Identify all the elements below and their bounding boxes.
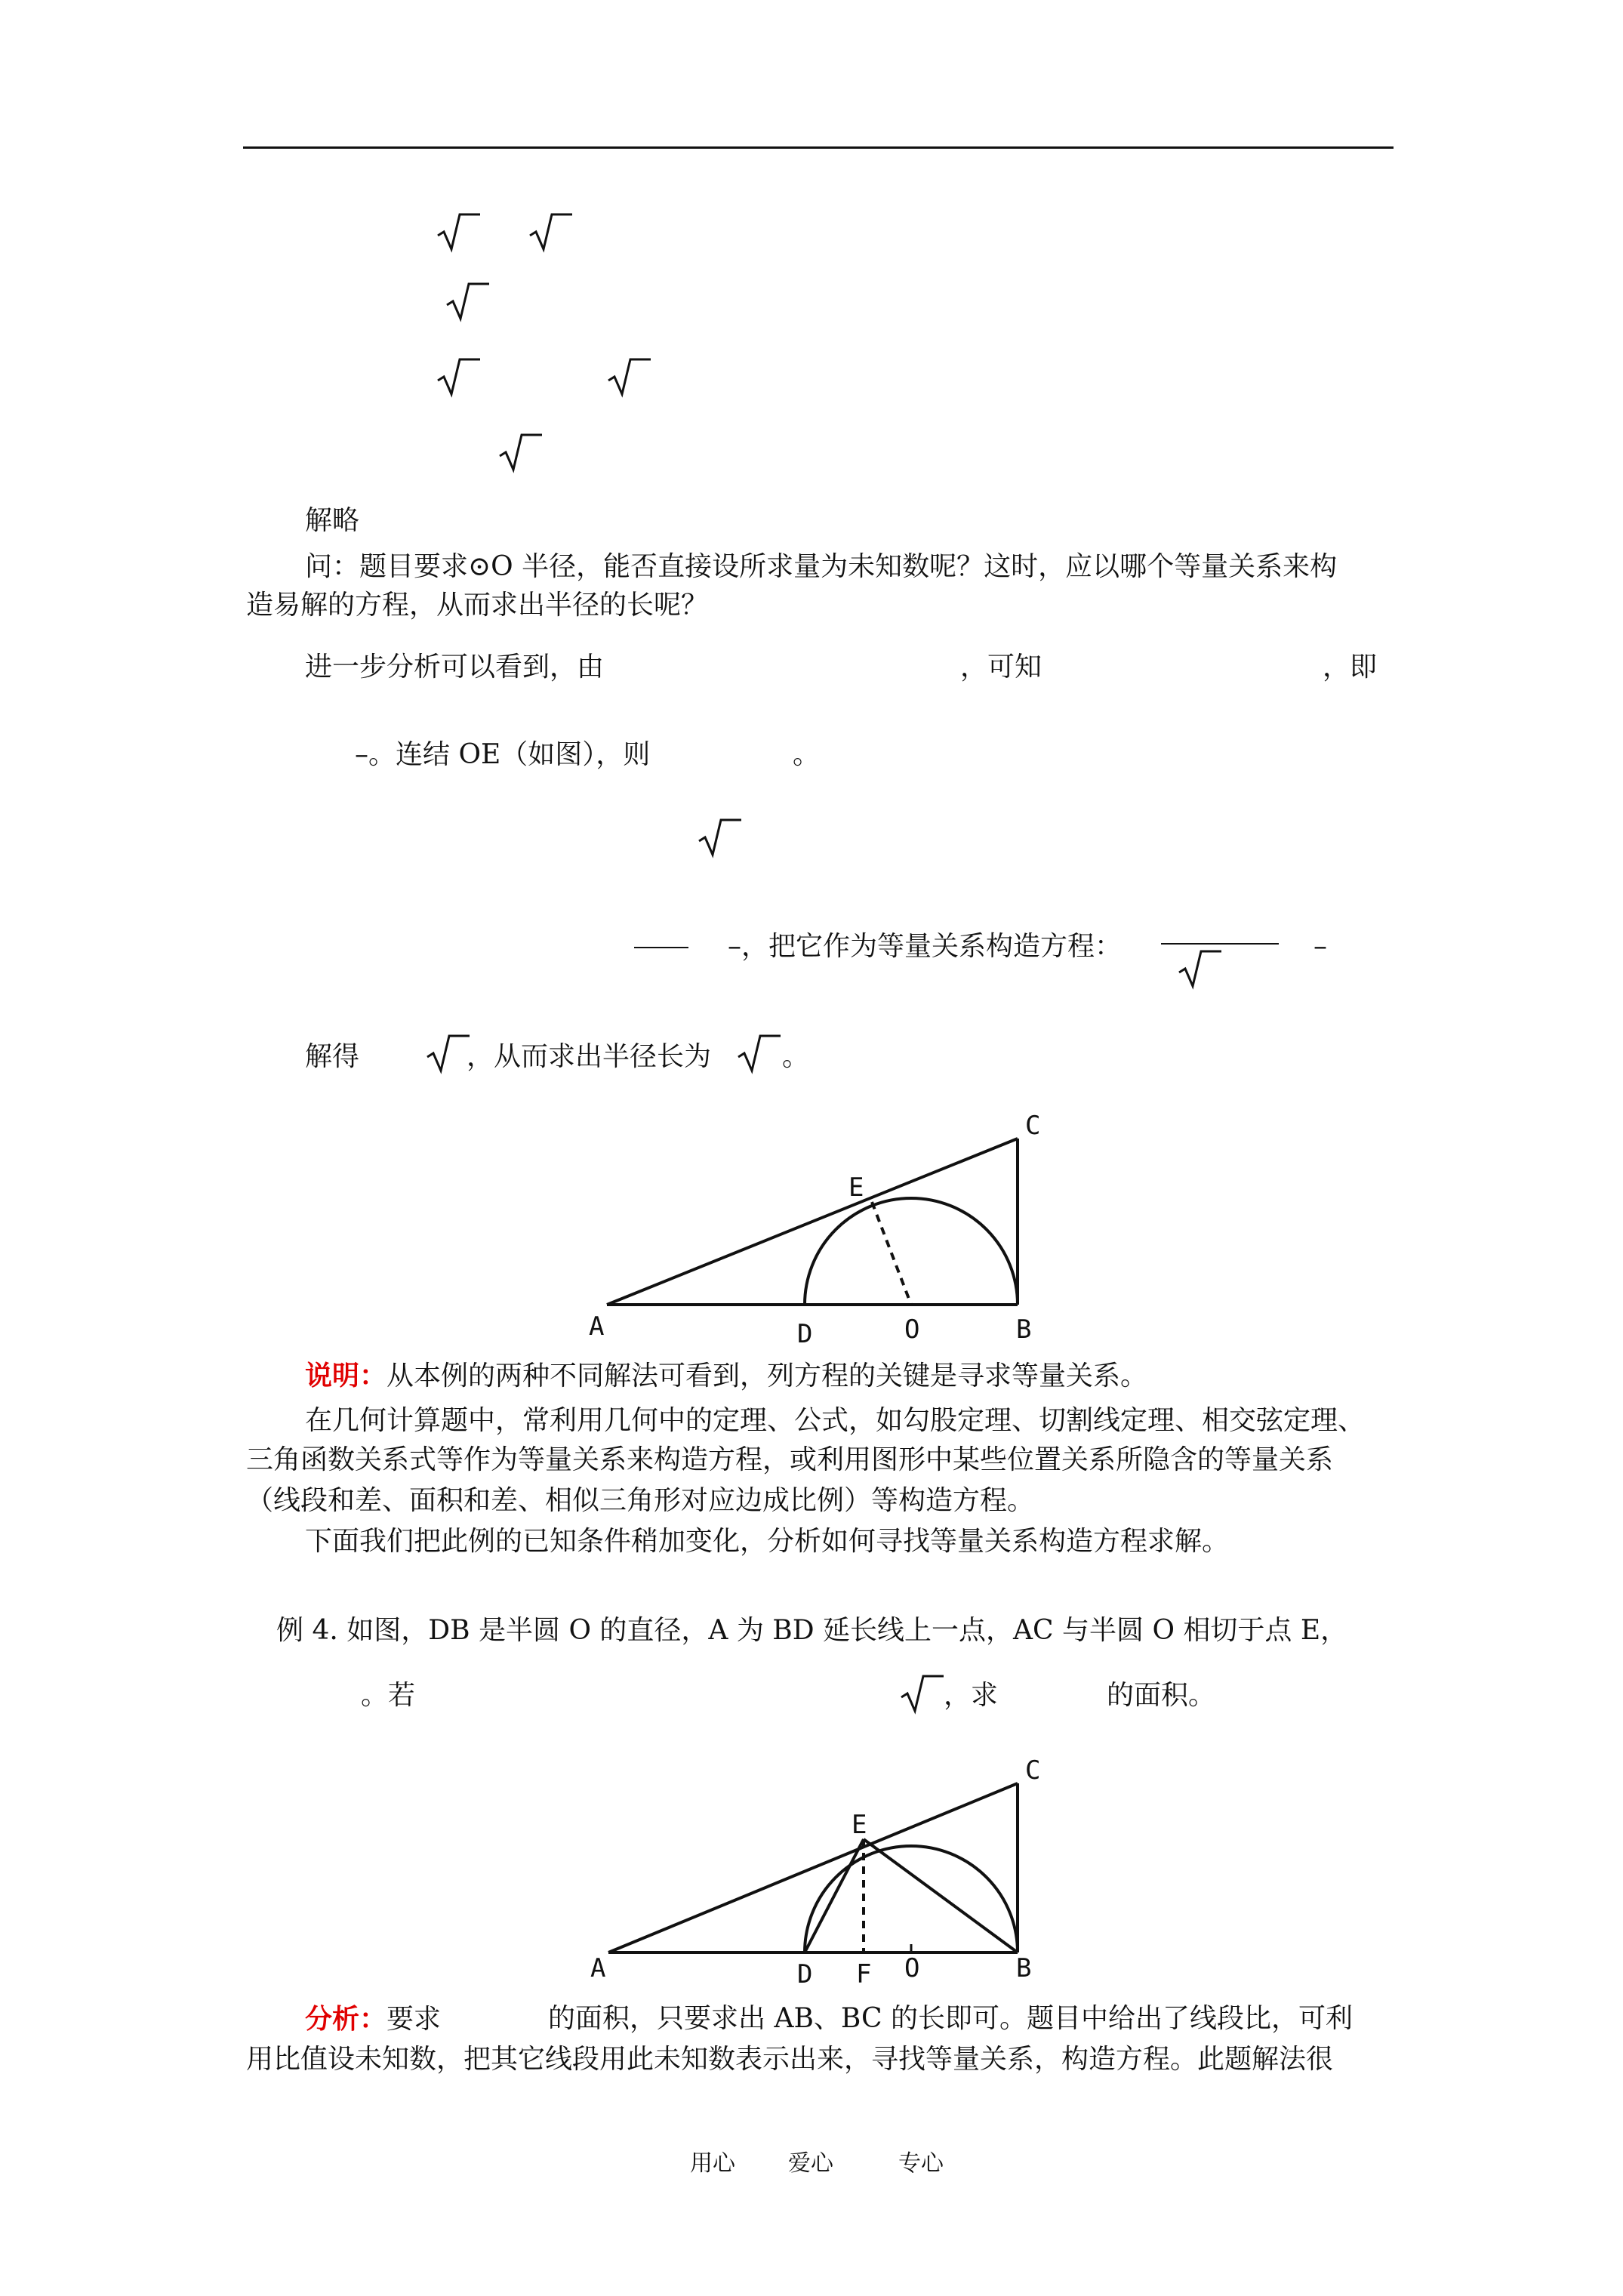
text-line: 用比值设未知数，把其它线段用此未知数表示出来，寻找等量关系，构造方程。此题解法很: [246, 2044, 1334, 2075]
text-line: –，把它作为等量关系构造方程：: [728, 931, 1123, 962]
fraction-bar: [634, 947, 688, 948]
analysis-label: 分析：: [305, 2003, 387, 2035]
label-d: D: [797, 1319, 813, 1349]
footer-word: 爱心: [788, 2150, 833, 2177]
analysis-line: [305, 2002, 441, 2036]
text-line: 。: [782, 1041, 810, 1072]
footer-word: 用心: [690, 2150, 735, 2177]
sqrt-sign: [528, 210, 574, 255]
label-c: C: [1025, 1111, 1041, 1141]
footer-word: 专心: [898, 2150, 944, 2177]
text-line: 三角函数关系式等作为等量关系来构造方程，或利用图形中某些位置关系所隐含的等量关系: [246, 1444, 1334, 1475]
label-f: F: [856, 1959, 872, 1986]
segment-ed: [805, 1839, 864, 1952]
text-line: 问：题目要求⊙O 半径，能否直接设所求量为未知数呢？这时，应以哪个等量关系来构: [305, 551, 1338, 582]
text-line: （线段和差、面积和差、相似三角形对应边成比例）等构造方程。: [246, 1485, 1035, 1516]
analysis-text: 要求: [387, 2004, 442, 2035]
segment-oe-dashed: [872, 1202, 911, 1305]
fraction-bar: [1161, 943, 1279, 945]
sqrt-sign: [498, 430, 544, 476]
label-d: D: [797, 1959, 813, 1986]
text-line: ，从而求出半径长为: [467, 1041, 712, 1072]
segment-eb: [864, 1839, 1018, 1952]
text-line: –。连结 OE（如图），则: [355, 739, 651, 770]
segment-ac: [607, 1139, 1018, 1305]
semicircle: [805, 1198, 1018, 1305]
text-line: 的面积。: [1107, 1680, 1216, 1711]
note-label: 说明：: [305, 1360, 387, 1391]
label-b: B: [1016, 1314, 1032, 1345]
text-line: 在几何计算题中，常利用几何中的定理、公式，如勾股定理、切割线定理、相交弦定理、: [305, 1405, 1366, 1436]
geometry-figure-2: [574, 1737, 1072, 1986]
text-line: 下面我们把此例的已知条件稍加变化，分析如何寻找等量关系构造方程求解。: [305, 1526, 1230, 1557]
sqrt-sign: [426, 1031, 471, 1077]
text-line: ，求: [944, 1680, 999, 1711]
text-line: 造易解的方程，从而求出半径的长呢？: [246, 590, 709, 621]
text-line: –: [1313, 931, 1327, 962]
semicircle: [805, 1846, 1018, 1952]
text-line: 解得: [305, 1041, 360, 1072]
sqrt-sign: [698, 815, 743, 861]
label-o: O: [904, 1314, 920, 1345]
sqrt-sign: [436, 355, 482, 400]
text-line: ，即: [1323, 652, 1378, 683]
text-line: 。: [793, 739, 821, 770]
label-a: A: [590, 1953, 606, 1983]
segment-ac: [608, 1783, 1018, 1952]
note-line: [305, 1359, 1147, 1393]
label-b: B: [1016, 1953, 1032, 1983]
sqrt-sign: [737, 1031, 782, 1077]
label-a: A: [589, 1311, 605, 1342]
label-e: E: [852, 1810, 867, 1840]
sqrt-sign: [436, 210, 482, 255]
geometry-figure-1: [574, 1102, 1072, 1351]
text-line: ，可知: [960, 652, 1042, 683]
sqrt-sign: [900, 1672, 945, 1717]
sqrt-sign: [445, 279, 491, 325]
text-line: 解略: [305, 505, 360, 536]
text-line: 的面积，只要求出 AB、BC 的长即可。题目中给出了线段比，可利: [548, 2003, 1354, 2034]
sqrt-sign: [1178, 947, 1223, 992]
label-o: O: [904, 1953, 920, 1983]
header-rule: [243, 146, 1394, 149]
text-line: 例 4. 如图，DB 是半圆 O 的直径，A 为 BD 延长线上一点，AC 与半圆 O 相切于点 E，: [276, 1615, 1348, 1646]
sqrt-sign: [607, 355, 652, 400]
note-text: 从本例的两种不同解法可看到，列方程的关键是寻求等量关系。: [387, 1361, 1148, 1391]
label-c: C: [1025, 1755, 1041, 1786]
text-line: 。若: [361, 1680, 416, 1711]
label-e: E: [848, 1173, 864, 1203]
text-line: 进一步分析可以看到，由: [305, 652, 605, 683]
